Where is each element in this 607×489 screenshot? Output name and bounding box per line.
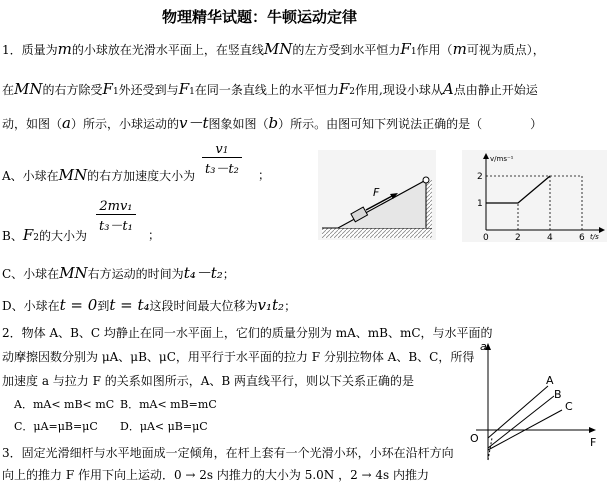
pulley-icon — [423, 177, 429, 183]
q2-option-d: D．μA< μB=μC — [120, 420, 208, 433]
figure-a-incline — [318, 150, 436, 240]
f-axis-label: F — [590, 436, 597, 449]
line-c-label: C — [565, 400, 573, 413]
line-b — [488, 396, 554, 448]
y-tick-label: 1 — [477, 199, 483, 209]
line-b-label: B — [554, 388, 562, 401]
y-tick-label: 2 — [477, 172, 483, 182]
x-tick-label: 6 — [579, 233, 585, 242]
q1-line1: 1．质量为m的小球放在光滑水平面上，在竖直线MN的左方受到水平恒力F1作用（m可视为质点）， — [2, 40, 545, 58]
q1-option-d: D、小球在t = 0到t = t₄这段时间最大位移为v₁t₂； — [2, 296, 297, 314]
x-tick-label: 0 — [483, 233, 489, 242]
var-mn: MN — [263, 40, 293, 58]
y-axis-label: v/ms⁻¹ — [490, 155, 514, 163]
x-tick-label: 4 — [547, 233, 553, 242]
q2-line2: 动摩擦因数分别为 μA、μB、μC，用平行于水平面的拉力 F 分别拉物体 A、B、C，所得 — [2, 350, 475, 364]
q2-aF-graph — [462, 338, 602, 466]
q3-line1: 3．固定光滑细杆与水平地面成一定倾角，在杆上套有一个光滑小环，小环在沿杆方向 — [2, 446, 454, 460]
fraction-b: $\frac{\text{2mv₁}}{\text{t₃－t₁}}$ — [96, 199, 136, 234]
force-label: F — [373, 186, 380, 199]
q2-option-a: A．mA< mB< mC — [14, 398, 115, 411]
q1-line2: 在MN的右方除受F1外还受到与F1在同一条直线上的水平恒力F2作用,现设小球从A点由静止开始运 — [2, 80, 538, 98]
var-f1: F — [400, 40, 411, 58]
x-axis-label: t/s — [590, 233, 599, 241]
fraction-a: $\frac{v1}{\text{t₃－t₂}}$ — [202, 142, 242, 177]
q1-option-c: C、小球在MN右方运动的时间为t₄－t₂； — [2, 264, 235, 282]
q2-option-c: C．μA=μB=μC — [14, 420, 98, 433]
line-a-label: A — [546, 374, 554, 387]
a-axis-label: a — [480, 340, 487, 353]
page-title: 物理精华试题：牛顿运动定律 — [162, 8, 358, 26]
q3-line2: 向上的推力 F 作用下向上运动．0 → 2s 内推力的大小为 5.0N ，2 → 4s 内推力 — [2, 468, 430, 482]
var-m: m — [57, 40, 72, 58]
origin-label: O — [470, 432, 479, 445]
q1-option-a: A、小球在MN的右方加速度大小为 — [2, 166, 196, 184]
x-tick-label: 2 — [515, 233, 521, 242]
q2-line3: 加速度 a 与拉力 F 的关系如图所示，A、B 两直线平行，则以下关系正确的是 — [2, 374, 415, 388]
figure-b-vt-graph — [462, 150, 607, 242]
q1-option-b: B、F2的大小为 — [2, 226, 87, 244]
q2-option-b: B．mA< mB=mC — [120, 398, 217, 411]
q1-line3: 动，如图（a）所示，小球运动的v－t图象如图（b）所示。由图可知下列说法正确的是（ ） — [2, 114, 543, 132]
q2-line1: 2．物体 A、B、C 均静止在同一水平面上，它们的质量分别为 mA、mB、mC，与水平面的 — [2, 326, 493, 340]
ground-hatch — [322, 228, 432, 238]
